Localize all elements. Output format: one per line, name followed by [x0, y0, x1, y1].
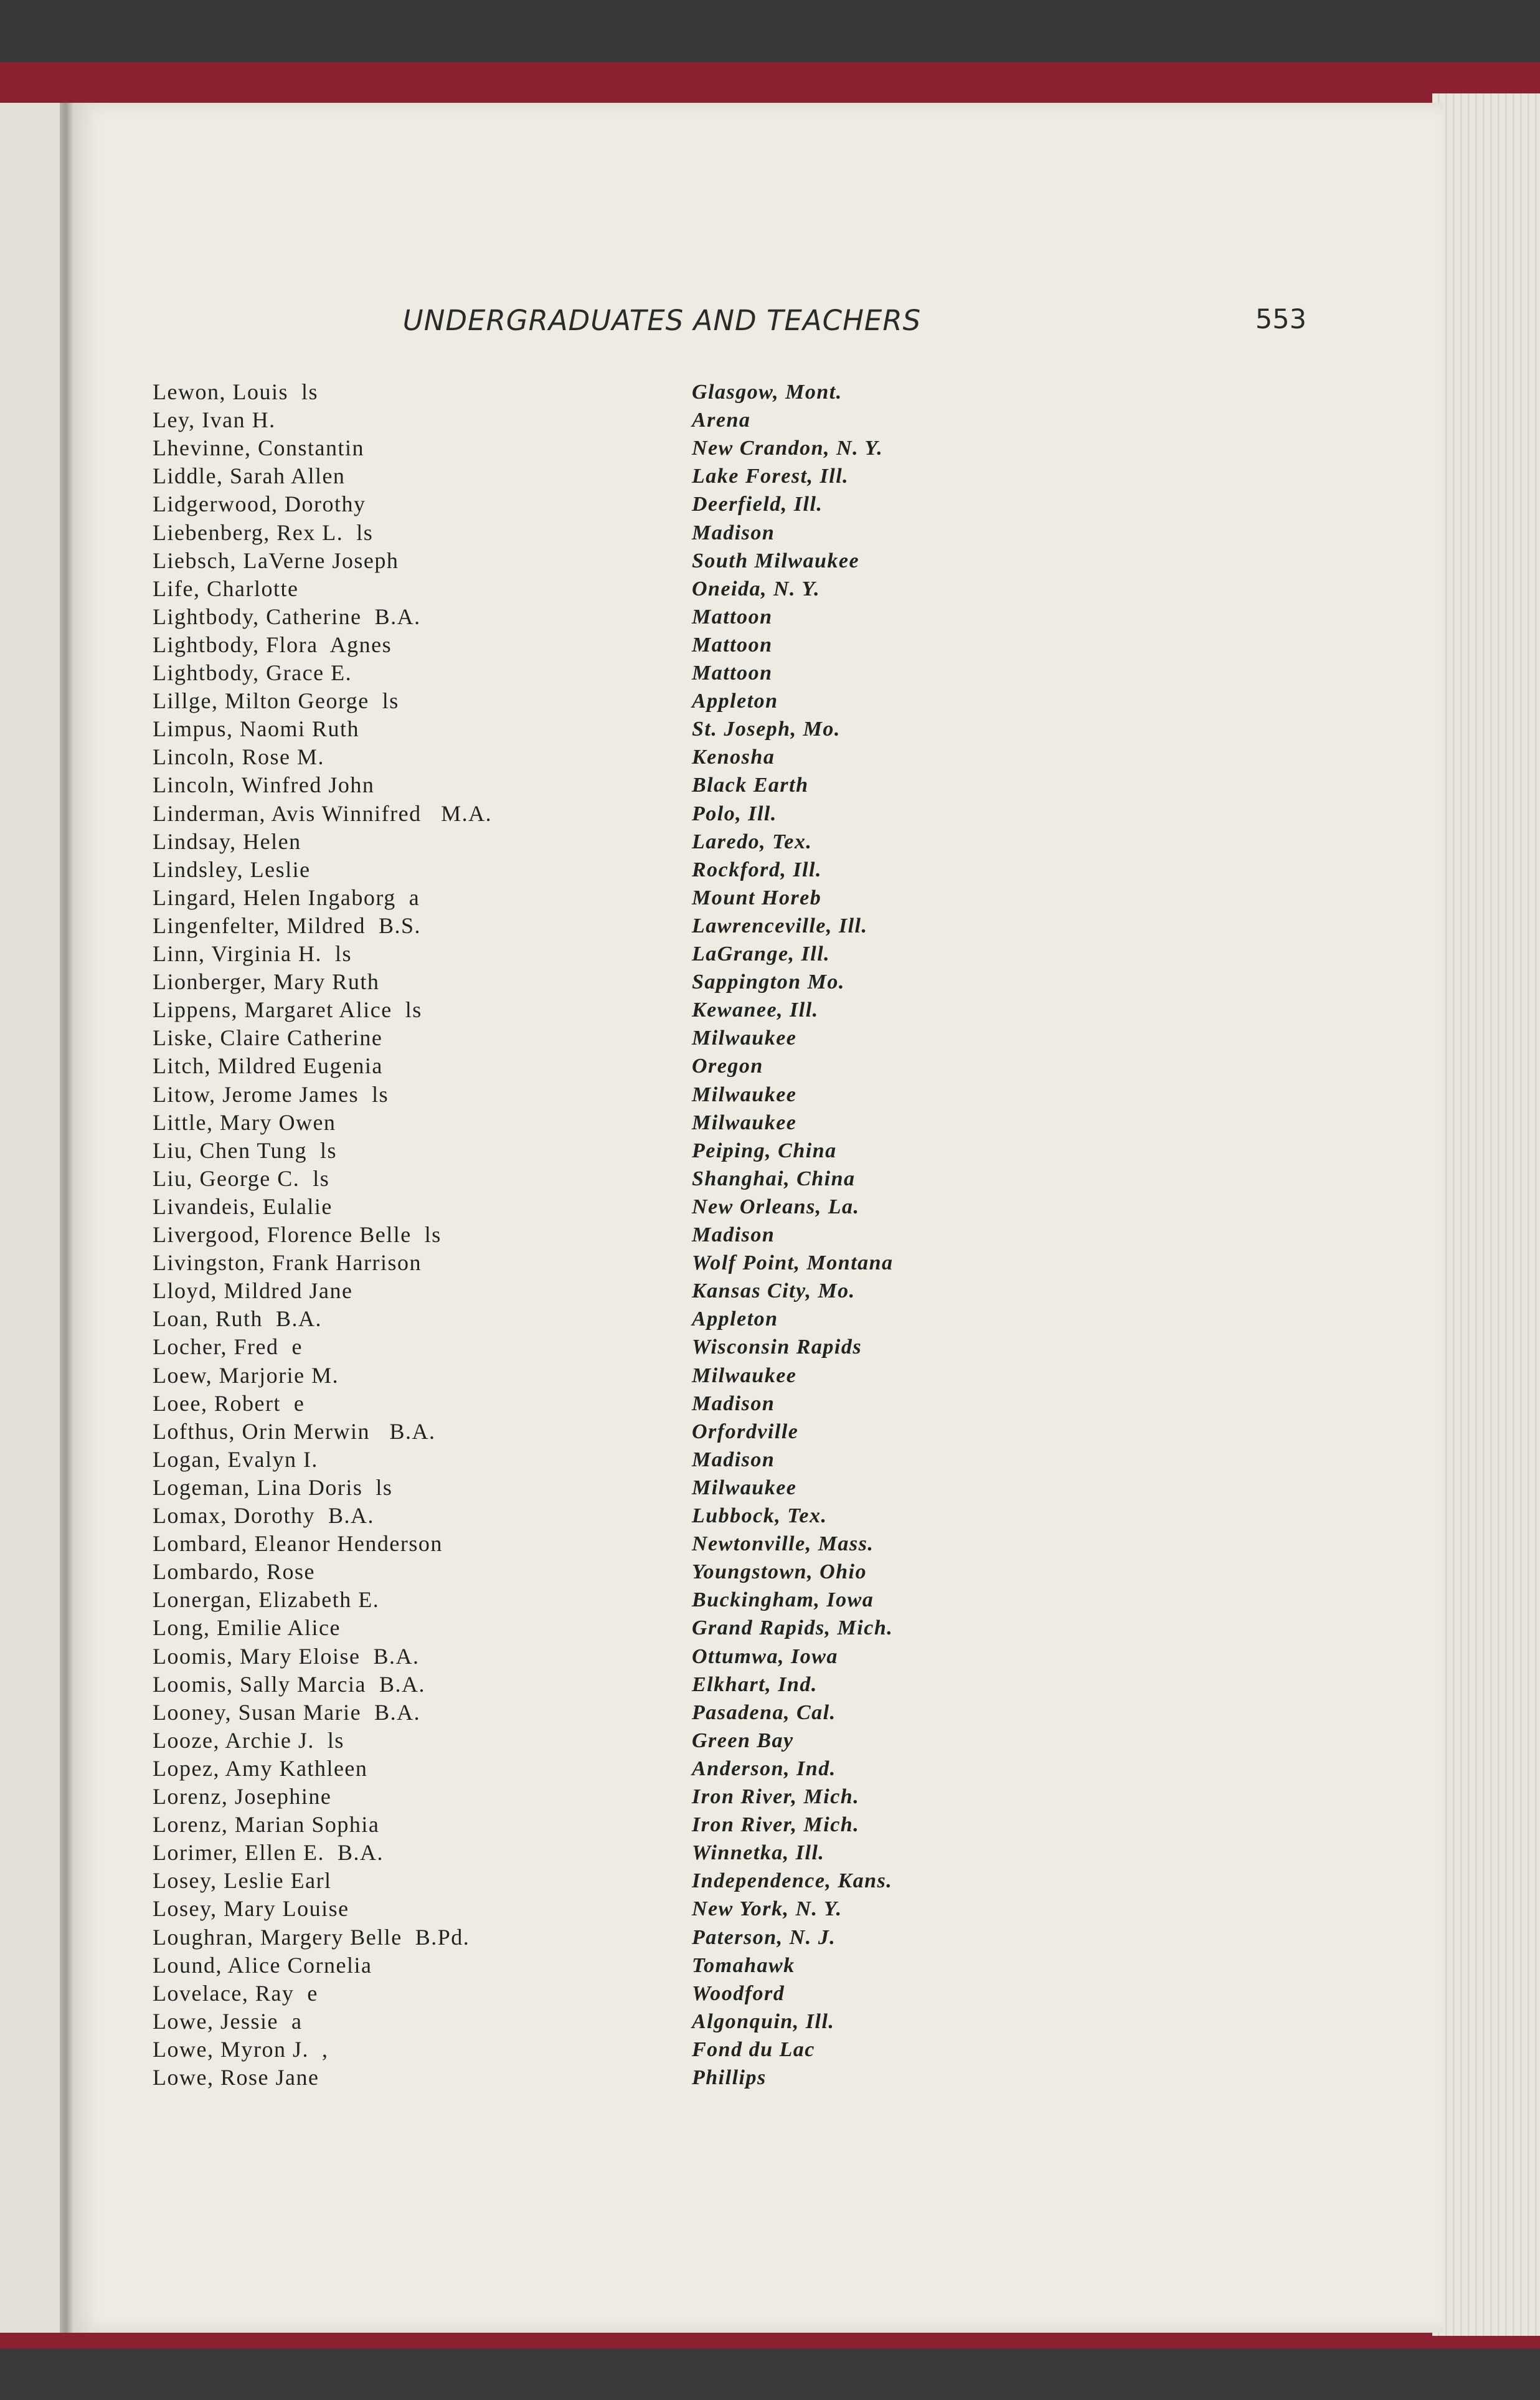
- entry-name: Liebenberg, Rex L. ls: [153, 520, 374, 545]
- entry-place: New York, N. Y.: [692, 1897, 843, 1920]
- entry-place: Lake Forest, Ill.: [692, 465, 849, 488]
- entry-name: Ley, Ivan H.: [153, 407, 276, 432]
- entry-name: Lightbody, Flora Agnes: [153, 632, 392, 657]
- page-stack-edge: [1432, 93, 1540, 2336]
- directory-entry: [73, 940, 1443, 968]
- entry-name: Lionberger, Mary Ruth: [153, 969, 380, 994]
- entry-name: Logan, Evalyn I.: [153, 1447, 318, 1472]
- entry-place: Sappington Mo.: [692, 970, 845, 994]
- directory-entry: [73, 1137, 1443, 1165]
- entry-name: Looney, Susan Marie B.A.: [153, 1700, 421, 1725]
- entry-place: Lawrenceville, Ill.: [692, 914, 868, 937]
- entry-place: Kenosha: [692, 746, 775, 769]
- directory-entry: [73, 1783, 1443, 1811]
- directory-entry: [73, 631, 1443, 659]
- directory-entry: [73, 1952, 1443, 1980]
- directory-entry: [73, 1081, 1443, 1109]
- entry-place: Appleton: [692, 1307, 778, 1330]
- entry-place: Milwaukee: [692, 1364, 797, 1387]
- entry-name: Lippens, Margaret Alice ls: [153, 997, 422, 1022]
- entry-place: Madison: [692, 521, 775, 544]
- entry-place: St. Joseph, Mo.: [692, 718, 841, 741]
- directory-entry: [73, 1895, 1443, 1923]
- entry-place: Newtonville, Mass.: [692, 1532, 874, 1555]
- entry-name: Liu, Chen Tung ls: [153, 1138, 338, 1163]
- page-number: 553: [1255, 304, 1306, 335]
- entry-name: Lowe, Myron J. ,: [153, 2037, 329, 2062]
- entry-place: Youngstown, Ohio: [692, 1560, 867, 1583]
- entry-place: Deerfield, Ill.: [692, 493, 823, 516]
- entry-place: Glasgow, Mont.: [692, 381, 843, 404]
- directory-entry: [73, 603, 1443, 631]
- entry-name: Locher, Fred e: [153, 1334, 303, 1359]
- entry-place: Anderson, Ind.: [692, 1757, 836, 1780]
- directory-list: [73, 103, 1443, 2333]
- entry-place: Tomahawk: [692, 1954, 795, 1977]
- directory-entry: [73, 1305, 1443, 1333]
- entry-place: Independence, Kans.: [692, 1869, 893, 1892]
- directory-entry: [73, 1474, 1443, 1502]
- directory-entry: [73, 1643, 1443, 1671]
- entry-name: Liu, George C. ls: [153, 1166, 330, 1191]
- entry-name: Losey, Mary Louise: [153, 1896, 349, 1921]
- entry-name: Linderman, Avis Winnifred M.A.: [153, 801, 493, 826]
- directory-entry: [73, 1362, 1443, 1390]
- entry-name: Litow, Jerome James ls: [153, 1082, 389, 1107]
- entry-name: Lillge, Milton George ls: [153, 688, 399, 713]
- entry-place: Woodford: [692, 1982, 785, 2005]
- directory-entry: [73, 1446, 1443, 1474]
- entry-place: Paterson, N. J.: [692, 1926, 836, 1949]
- entry-name: Livergood, Florence Belle ls: [153, 1222, 442, 1247]
- book-gutter: [60, 103, 73, 2333]
- entry-place: Mattoon: [692, 605, 773, 628]
- entry-name: Lowe, Rose Jane: [153, 2065, 319, 2090]
- directory-entry: [73, 1530, 1443, 1558]
- entry-name: Litch, Mildred Eugenia: [153, 1053, 383, 1078]
- directory-entry: [73, 912, 1443, 940]
- directory-entry: [73, 1980, 1443, 2008]
- running-head: UNDERGRADUATES AND TEACHERS: [402, 304, 922, 337]
- entry-name: Loee, Robert e: [153, 1391, 305, 1416]
- entry-place: Appleton: [692, 690, 778, 713]
- directory-entry: [73, 771, 1443, 799]
- entry-place: Wisconsin Rapids: [692, 1335, 862, 1359]
- entry-name: Life, Charlotte: [153, 576, 299, 601]
- entry-place: Fond du Lac: [692, 2038, 815, 2061]
- entry-name: Lidgerwood, Dorothy: [153, 491, 366, 516]
- entry-name: Lhevinne, Constantin: [153, 435, 364, 460]
- entry-name: Lovelace, Ray e: [153, 1981, 318, 2006]
- entry-place: Iron River, Mich.: [692, 1813, 860, 1836]
- entry-name: Lingard, Helen Ingaborg a: [153, 885, 420, 910]
- entry-name: Lorenz, Marian Sophia: [153, 1812, 380, 1837]
- entry-name: Loughran, Margery Belle B.Pd.: [153, 1925, 470, 1950]
- entry-place: Oregon: [692, 1055, 763, 1078]
- entry-place: Pasadena, Cal.: [692, 1701, 836, 1724]
- entry-name: Lightbody, Catherine B.A.: [153, 604, 421, 629]
- directory-entry: [73, 1755, 1443, 1783]
- entry-name: Lofthus, Orin Merwin B.A.: [153, 1419, 436, 1444]
- cover-edge-top: [0, 62, 1540, 103]
- entry-name: Liske, Claire Catherine: [153, 1025, 383, 1050]
- directory-entry: [73, 1109, 1443, 1137]
- entry-place: Wolf Point, Montana: [692, 1251, 894, 1274]
- directory-entry: [73, 1221, 1443, 1249]
- entry-place: South Milwaukee: [692, 549, 860, 572]
- entry-name: Long, Emilie Alice: [153, 1615, 341, 1640]
- entry-place: Milwaukee: [692, 1027, 797, 1050]
- directory-entry: [73, 968, 1443, 996]
- directory-entry: [73, 1418, 1443, 1446]
- page: [73, 103, 1443, 2333]
- entry-name: Lombardo, Rose: [153, 1559, 315, 1584]
- directory-entry: [73, 659, 1443, 687]
- directory-entry: [73, 547, 1443, 575]
- directory-entry: [73, 743, 1443, 771]
- entry-place: Lubbock, Tex.: [692, 1504, 828, 1527]
- directory-entry: [73, 1024, 1443, 1052]
- entry-place: Laredo, Tex.: [692, 830, 813, 853]
- entry-place: Mattoon: [692, 662, 773, 685]
- entry-name: Looze, Archie J. ls: [153, 1728, 344, 1753]
- directory-entry: [73, 1165, 1443, 1193]
- entry-name: Loan, Ruth B.A.: [153, 1306, 322, 1331]
- entry-name: Livandeis, Eulalie: [153, 1194, 333, 1219]
- directory-entry: [73, 462, 1443, 490]
- entry-place: Kansas City, Mo.: [692, 1279, 856, 1302]
- entry-name: Lewon, Louis ls: [153, 379, 318, 404]
- entry-name: Lincoln, Rose M.: [153, 744, 324, 769]
- entry-place: Kewanee, Ill.: [692, 998, 819, 1022]
- directory-entry: [73, 996, 1443, 1024]
- entry-name: Lindsley, Leslie: [153, 857, 311, 882]
- directory-entry: [73, 1249, 1443, 1277]
- entry-place: LaGrange, Ill.: [692, 942, 831, 965]
- entry-place: Mount Horeb: [692, 886, 822, 909]
- directory-entry: [73, 1277, 1443, 1305]
- entry-place: Oneida, N. Y.: [692, 577, 821, 600]
- entry-name: Lowe, Jessie a: [153, 2009, 303, 2034]
- entry-place: Madison: [692, 1223, 775, 1246]
- directory-entry: [73, 2008, 1443, 2036]
- directory-entry: [73, 1671, 1443, 1699]
- entry-name: Lindsay, Helen: [153, 829, 301, 854]
- directory-entry: [73, 687, 1443, 715]
- entry-name: Lound, Alice Cornelia: [153, 1953, 372, 1978]
- entry-place: Arena: [692, 409, 751, 432]
- directory-entry: [73, 490, 1443, 518]
- entry-place: Peiping, China: [692, 1139, 837, 1162]
- directory-entry: [73, 1558, 1443, 1586]
- entry-place: Iron River, Mich.: [692, 1785, 860, 1808]
- directory-entry: [73, 884, 1443, 912]
- directory-entry: [73, 1839, 1443, 1867]
- entry-place: Phillips: [692, 2066, 767, 2089]
- entry-name: Little, Mary Owen: [153, 1110, 336, 1135]
- backdrop-top: [0, 0, 1540, 69]
- entry-place: Algonquin, Ill.: [692, 2010, 835, 2033]
- entry-name: Lincoln, Winfred John: [153, 772, 375, 797]
- directory-entry: [73, 715, 1443, 743]
- directory-entry: [73, 1586, 1443, 1614]
- directory-entry: [73, 519, 1443, 547]
- directory-entry: [73, 1867, 1443, 1895]
- entry-name: Lomax, Dorothy B.A.: [153, 1503, 374, 1528]
- entry-place: Polo, Ill.: [692, 802, 777, 825]
- directory-entry: [73, 1727, 1443, 1755]
- entry-name: Linn, Virginia H. ls: [153, 941, 352, 966]
- directory-entry: [73, 1811, 1443, 1839]
- entry-name: Logeman, Lina Doris ls: [153, 1475, 393, 1500]
- directory-entry: [73, 856, 1443, 884]
- directory-entry: [73, 378, 1443, 406]
- entry-place: Grand Rapids, Mich.: [692, 1616, 894, 1639]
- entry-place: Madison: [692, 1448, 775, 1471]
- entry-place: Milwaukee: [692, 1083, 797, 1106]
- entry-place: New Crandon, N. Y.: [692, 437, 884, 460]
- directory-entry: [73, 434, 1443, 462]
- directory-entry: [73, 2064, 1443, 2092]
- entry-name: Lightbody, Grace E.: [153, 660, 352, 685]
- directory-entry: [73, 406, 1443, 434]
- directory-entry: [73, 1614, 1443, 1642]
- directory-entry: [73, 828, 1443, 856]
- entry-place: Winnetka, Ill.: [692, 1841, 825, 1864]
- entry-place: Orfordville: [692, 1420, 799, 1443]
- entry-name: Limpus, Naomi Ruth: [153, 716, 359, 741]
- entry-name: Lorimer, Ellen E. B.A.: [153, 1840, 384, 1865]
- entry-place: Madison: [692, 1392, 775, 1415]
- directory-entry: [73, 575, 1443, 603]
- entry-place: Milwaukee: [692, 1111, 797, 1134]
- entry-name: Lonergan, Elizabeth E.: [153, 1587, 380, 1612]
- directory-entry: [73, 1502, 1443, 1530]
- backdrop-bottom: [0, 2348, 1540, 2400]
- entry-place: Elkhart, Ind.: [692, 1673, 818, 1696]
- directory-entry: [73, 1923, 1443, 1952]
- entry-place: Mattoon: [692, 633, 773, 657]
- entry-place: Buckingham, Iowa: [692, 1588, 874, 1611]
- directory-entry: [73, 2036, 1443, 2064]
- directory-entry: [73, 1193, 1443, 1221]
- entry-name: Lingenfelter, Mildred B.S.: [153, 913, 421, 938]
- entry-name: Losey, Leslie Earl: [153, 1868, 332, 1893]
- entry-place: Green Bay: [692, 1729, 794, 1752]
- facing-page-edge: [0, 103, 65, 2333]
- entry-name: Lorenz, Josephine: [153, 1784, 332, 1809]
- entry-place: New Orleans, La.: [692, 1195, 860, 1218]
- entry-name: Lopez, Amy Kathleen: [153, 1756, 368, 1781]
- entry-name: Lloyd, Mildred Jane: [153, 1278, 353, 1303]
- entry-place: Rockford, Ill.: [692, 858, 822, 881]
- entry-place: Black Earth: [692, 774, 809, 797]
- entry-place: Milwaukee: [692, 1476, 797, 1499]
- entry-name: Livingston, Frank Harrison: [153, 1250, 422, 1275]
- entry-name: Loomis, Mary Eloise B.A.: [153, 1644, 420, 1669]
- directory-entry: [73, 1333, 1443, 1361]
- directory-entry: [73, 1052, 1443, 1080]
- entry-name: Lombard, Eleanor Henderson: [153, 1531, 443, 1556]
- directory-entry: [73, 800, 1443, 828]
- directory-entry: [73, 1699, 1443, 1727]
- entry-name: Loomis, Sally Marcia B.A.: [153, 1672, 425, 1697]
- directory-entry: [73, 1390, 1443, 1418]
- entry-name: Liebsch, LaVerne Joseph: [153, 548, 399, 573]
- entry-place: Ottumwa, Iowa: [692, 1645, 838, 1668]
- entry-place: Shanghai, China: [692, 1167, 856, 1190]
- entry-name: Loew, Marjorie M.: [153, 1363, 339, 1388]
- entry-name: Liddle, Sarah Allen: [153, 463, 346, 488]
